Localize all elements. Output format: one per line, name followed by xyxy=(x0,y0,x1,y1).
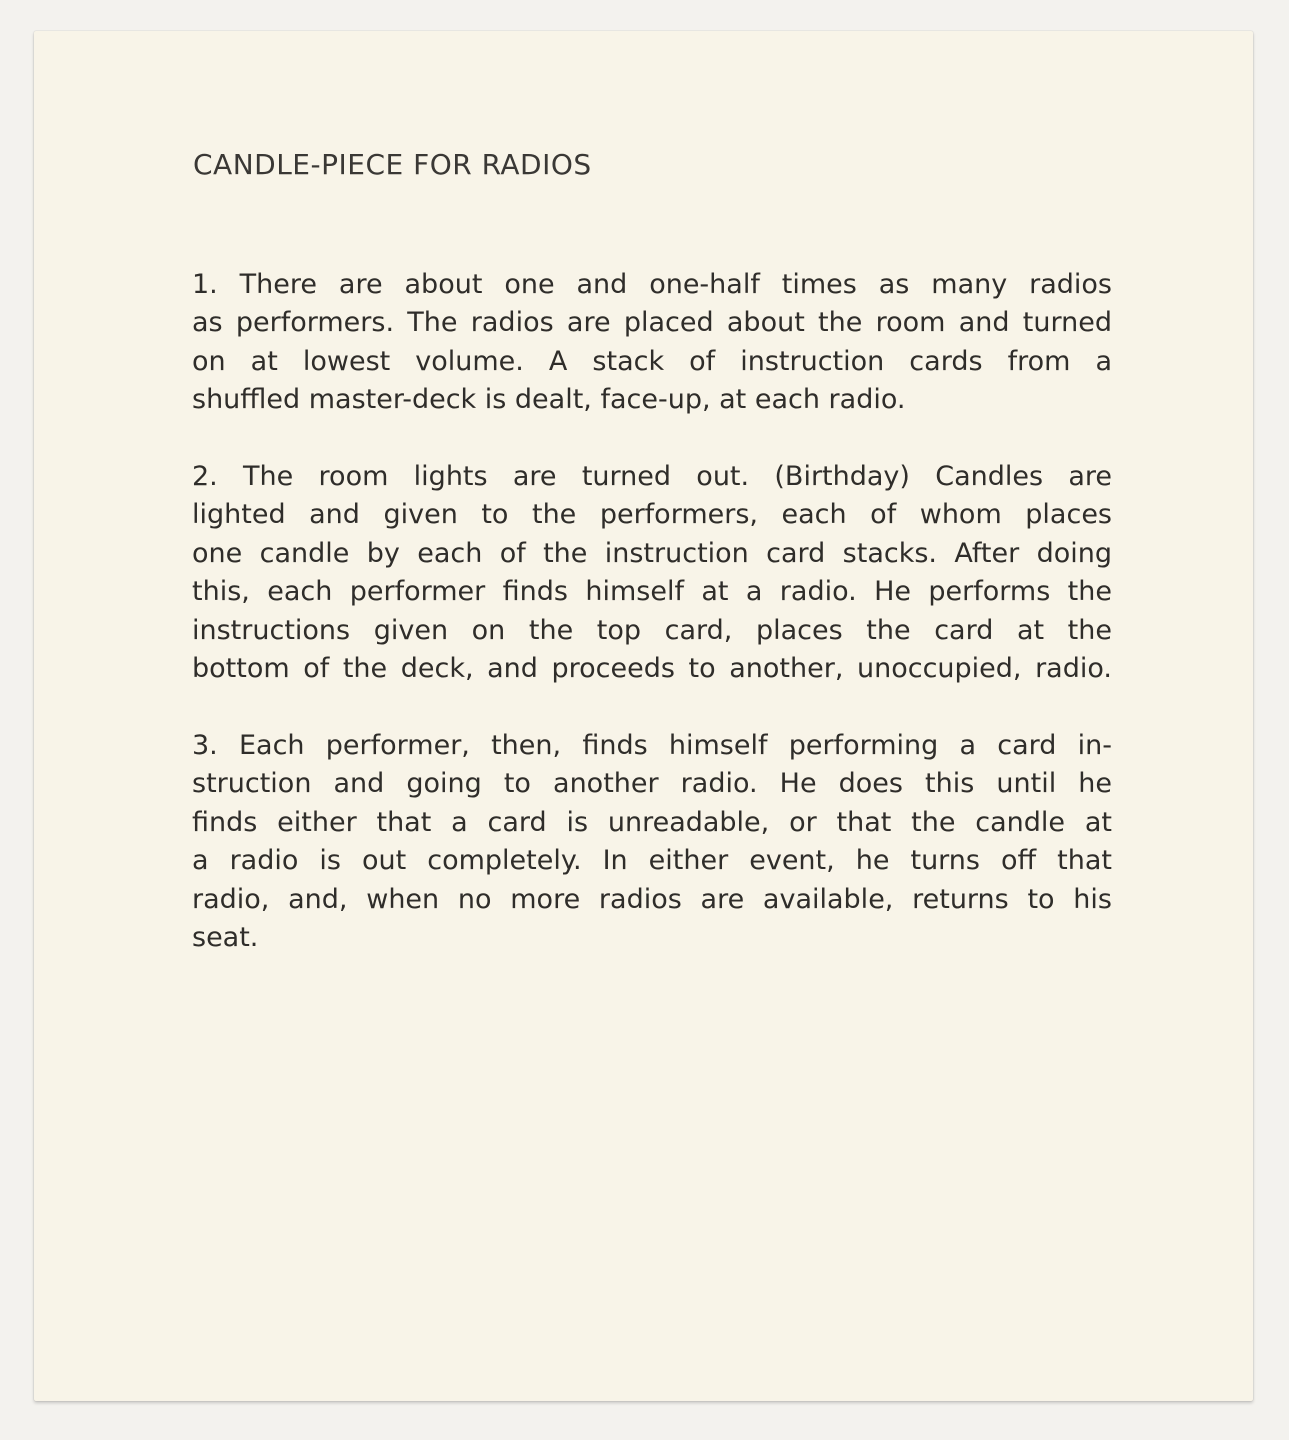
text-line: as performers. The radios are placed about the room and turned xyxy=(192,307,1112,339)
text-line: one candle by each of the instruction card stacks. After doing xyxy=(192,537,1112,569)
text-line: bottom of the deck, and proceeds to another, unoccupied, radio. xyxy=(192,653,1112,685)
text-line: 1. There are about one and one-half times as many radios xyxy=(192,269,1112,300)
paragraph-3 xyxy=(192,727,1112,957)
page-title: CANDLE-PIECE FOR RADIOS xyxy=(193,148,592,181)
instruction-card xyxy=(34,31,1253,1401)
text-line: 3. Each performer, then, finds himself performing a card in- xyxy=(192,730,1112,761)
text-line: 2. The room lights are turned out. (Birthday) Candles are xyxy=(192,461,1112,492)
paragraph-2 xyxy=(192,458,1112,688)
text-line: this, each performer finds himself at a radio. He performs the xyxy=(192,576,1112,608)
text-line: a radio is out completely. In either event, he turns off that xyxy=(192,845,1112,877)
text-line: seat. xyxy=(192,922,259,954)
text-line: shuffled master-deck is dealt, face-up, at each radio. xyxy=(192,384,906,416)
text-line: lighted and given to the performers, each of whom places xyxy=(192,499,1112,531)
text-line: struction and going to another radio. He does this until he xyxy=(192,768,1112,800)
text-line: instructions given on the top card, places the card at the xyxy=(192,614,1112,646)
text-line: finds either that a card is unreadable, or that the candle at xyxy=(192,806,1112,838)
text-line: on at lowest volume. A stack of instruction cards from a xyxy=(192,345,1112,377)
paragraph-1 xyxy=(192,266,1112,420)
text-line: radio, and, when no more radios are available, returns to his xyxy=(192,883,1112,915)
